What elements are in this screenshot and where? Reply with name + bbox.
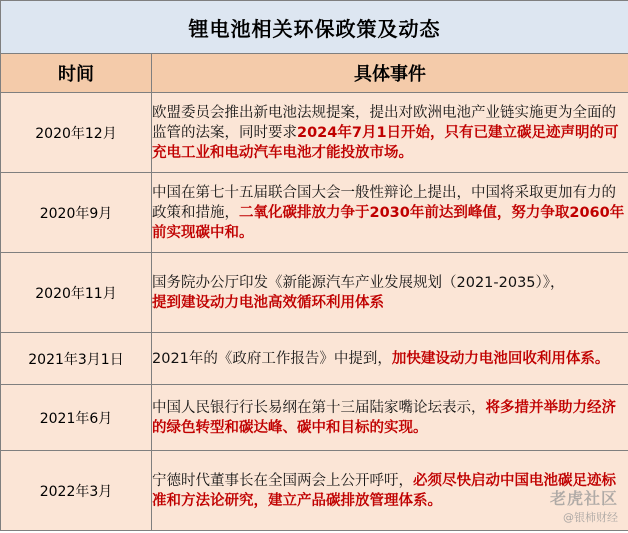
row-date: 2020年12月 xyxy=(1,93,152,173)
watermark-logo-text: 老虎社区 xyxy=(549,489,618,508)
watermark-handle: @银柿财经 xyxy=(563,511,618,524)
event-highlight: 2024年7月1日开始，只有已建立碳足迹声明的可充电工业和电动汽车电池才能投放市场。 xyxy=(152,124,619,161)
event-text: 宁德时代董事长在全国两会上公开呼吁， xyxy=(152,472,413,489)
row-date: 2021年6月 xyxy=(1,385,152,451)
table-row xyxy=(1,253,628,333)
table-row xyxy=(1,333,628,385)
table-row xyxy=(1,451,628,531)
event-text: 中国在第七十五届联合国大会一般性辩论上提出，中国将采取更加有力的政策和措施， xyxy=(152,184,616,221)
row-date: 2020年9月 xyxy=(1,173,152,253)
event-text: 欧盟委员会推出新电池法规提案，提出对欧洲电池产业链实施更为全面的监管的法案，同时要求 xyxy=(152,104,616,141)
title-row xyxy=(1,1,628,54)
event-highlight: 必须尽快启动中国电池碳足迹标准和方法论研究，建立产品碳排放管理体系。 xyxy=(152,472,616,509)
row-event xyxy=(152,451,628,531)
table-title: 锂电池相关环保政策及动态 xyxy=(1,1,628,54)
table-row xyxy=(1,385,628,451)
event-highlight: 将多措并举助力经济的绿色转型和碳达峰、碳中和目标的实现。 xyxy=(152,399,616,436)
event-text: 2021年的《政府工作报告》中提到， xyxy=(152,350,392,367)
event-text: 国务院办公厅印发《新能源汽车产业发展规划（2021-2035）》， xyxy=(152,274,565,291)
event-text: 中国人民银行行长易纲在第十三届陆家嘴论坛表示， xyxy=(152,399,486,416)
row-event xyxy=(152,93,628,173)
row-event xyxy=(152,253,628,333)
event-highlight: 二氧化碳排放力争于2030年前达到峰值，努力争取2060年前实现碳中和。 xyxy=(152,204,625,241)
header-row xyxy=(1,54,628,93)
event-highlight: 加快建设动力电池回收利用体系。 xyxy=(391,350,610,367)
column-header-event: 具体事件 xyxy=(152,54,628,93)
row-date: 2022年3月 xyxy=(1,451,152,531)
table-row xyxy=(1,173,628,253)
column-header-time: 时间 xyxy=(1,54,152,93)
row-event xyxy=(152,385,628,451)
row-date: 2021年3月1日 xyxy=(1,333,152,385)
row-date: 2020年11月 xyxy=(1,253,152,333)
row-event xyxy=(152,173,628,253)
table-row xyxy=(1,93,628,173)
row-event xyxy=(152,333,628,385)
event-highlight: 提到建设动力电池高效循环利用体系 xyxy=(152,294,384,311)
